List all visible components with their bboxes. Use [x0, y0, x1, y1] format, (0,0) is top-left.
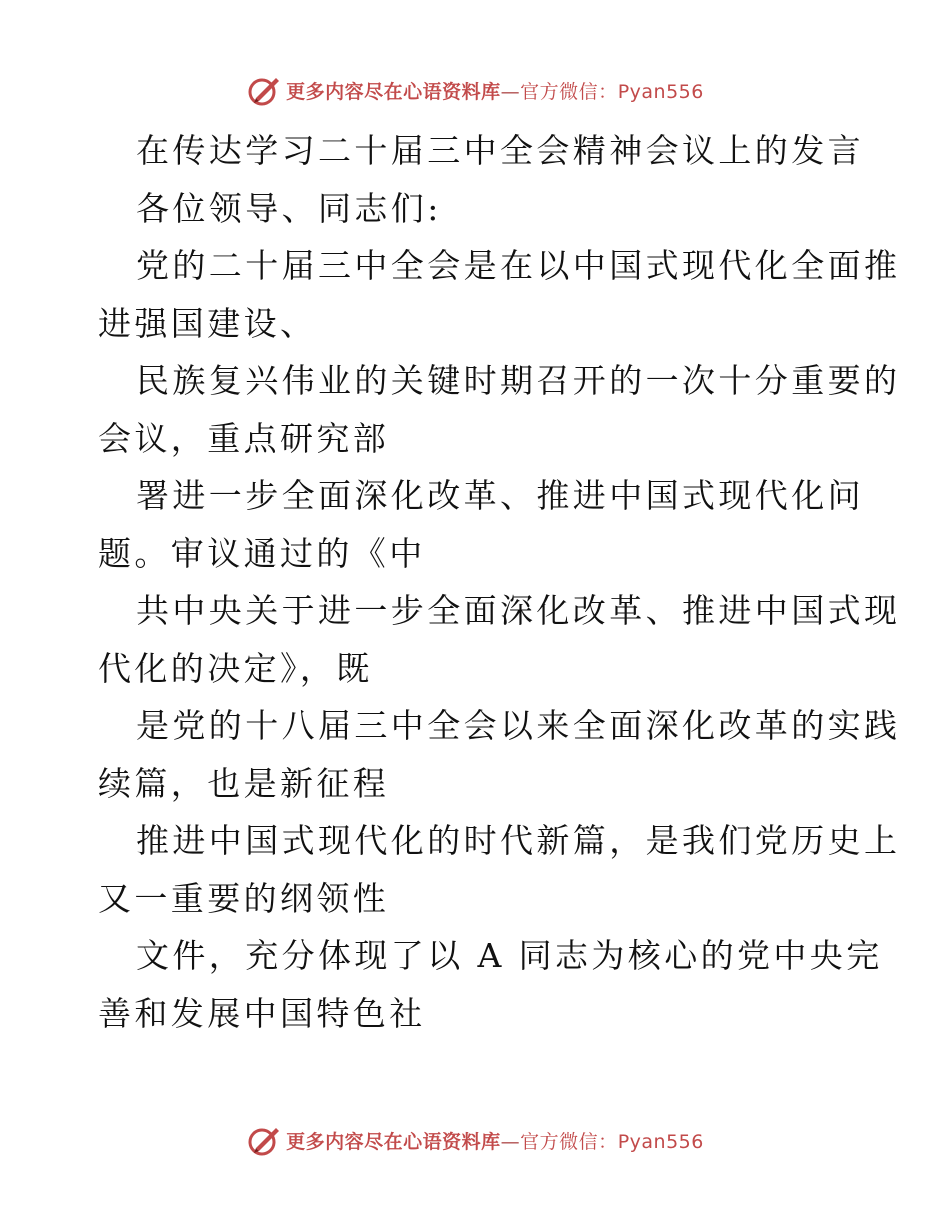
- quill-pen-logo-icon: [246, 72, 282, 108]
- watermark-account: Pyan556: [617, 80, 704, 103]
- paragraph-line: 民族复兴伟业的关键时期召开的一次十分重要的: [136, 361, 901, 400]
- watermark-account: Pyan556: [617, 1130, 704, 1153]
- watermark-text: [286, 77, 704, 104]
- salutation: 各位领导、同志们:: [136, 188, 442, 228]
- watermark-main: 更多内容尽在心语资料库: [286, 80, 501, 103]
- paragraph-line: 党的二十届三中全会是在以中国式现代化全面推: [136, 246, 901, 285]
- paragraph-line: 又一重要的纲领性: [98, 878, 390, 918]
- paragraph-line: 文件，充分体现了以 A 同志为核心的党中央完: [136, 936, 883, 975]
- header-watermark: [0, 70, 950, 110]
- paragraph-line: 进强国建设、: [98, 303, 317, 343]
- footer-watermark: [0, 1120, 950, 1160]
- paragraph-line: 共中央关于进一步全面深化改革、推进中国式现: [136, 591, 901, 630]
- paragraph-line: 题。审议通过的《中: [98, 533, 426, 573]
- paragraph-line: 是党的十八届三中全会以来全面深化改革的实践: [136, 706, 901, 745]
- paragraph-line: 代化的决定》，既: [98, 648, 373, 688]
- paragraph-line: 续篇，也是新征程: [98, 763, 390, 803]
- paragraph-line: 署进一步全面深化改革、推进中国式现代化问: [136, 476, 864, 515]
- paragraph-line: 会议，重点研究部: [98, 418, 390, 458]
- watermark-separator: —: [500, 1130, 521, 1153]
- quill-pen-logo-icon: [246, 1122, 282, 1158]
- watermark-official: 官方微信：: [520, 1130, 618, 1153]
- paragraph-line: 善和发展中国特色社: [98, 993, 426, 1033]
- document-body: [98, 122, 901, 1042]
- document-title: 在传达学习二十届三中全会精神会议上的发言: [136, 131, 864, 170]
- watermark-main: 更多内容尽在心语资料库: [286, 1130, 501, 1153]
- watermark-official: 官方微信：: [520, 80, 618, 103]
- paragraph-line: 推进中国式现代化的时代新篇，是我们党历史上: [136, 821, 901, 860]
- watermark-text: [286, 1127, 704, 1154]
- watermark-separator: —: [500, 80, 521, 103]
